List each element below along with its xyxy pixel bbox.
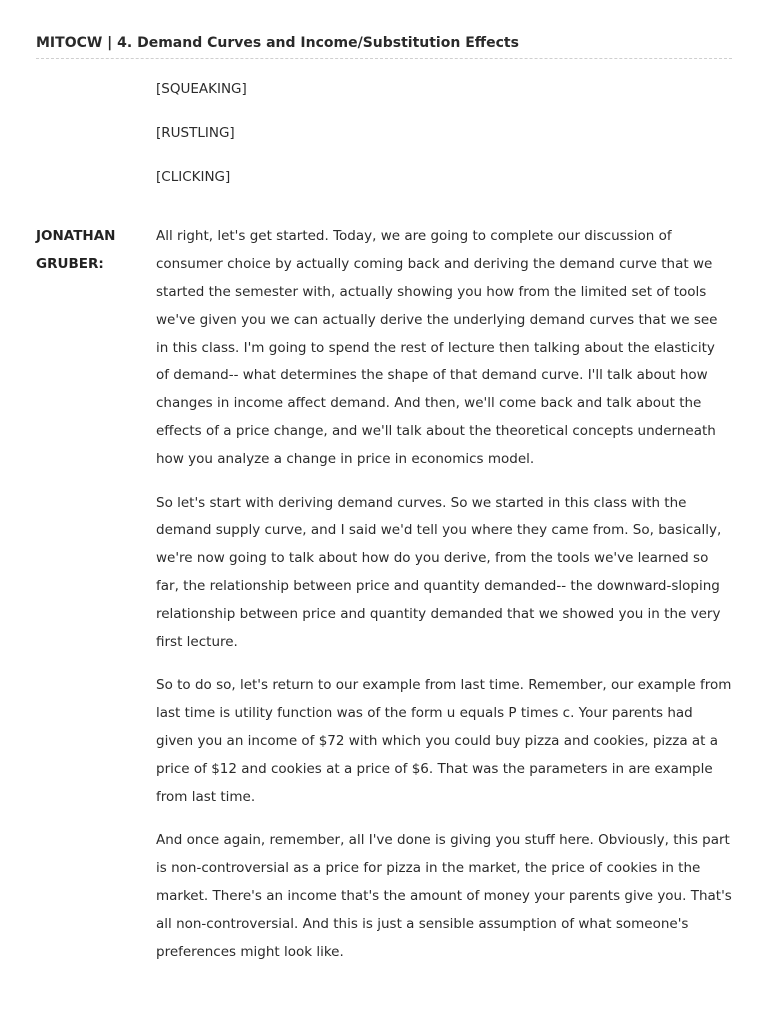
- paragraph: So to do so, let's return to our example from last time. Remember, our example from last time is utility function was of the form u equals P times c. Your parents had given you an income of $72 with which you could buy pizza and cookies, pizza at a price of $12 and cookies at a price of $6. That was the parameters in are example from last time.: [156, 677, 732, 805]
- sound-cue-rustling: [RUSTLING]: [156, 124, 235, 141]
- sound-cue-clicking: [CLICKING]: [156, 168, 231, 185]
- speaker-label-empty: [36, 76, 156, 207]
- paragraph: All right, let's get started. Today, we are going to complete our discussion of consumer choice by actually coming back and deriving the demand curve that we started the semester with, actually showing you how from the limited set of tools we've given you we can actually derive the underlying demand curves that we see in this class. I'm going to spend the rest of lecture then talking about the elasticity of demand-- what determines the shape of that demand curve. I'll talk about how changes in income affect demand. And then, we'll come back and talk about the effects of a price change, and we'll talk about the theoretical concepts underneath how you analyze a change in price in economics model.: [156, 228, 718, 467]
- sound-cue-squeaking: [SQUEAKING]: [156, 81, 247, 97]
- document-title: MITOCW | 4. Demand Curves and Income/Substitution Effects: [36, 35, 519, 51]
- transcript-page: [36, 0, 732, 982]
- transcript-body: [36, 76, 732, 982]
- sound-cue-list: [156, 76, 732, 207]
- speech-block: [36, 223, 732, 982]
- paragraph: So let's start with deriving demand curves. So we started in this class with the demand supply curve, and I said we'd tell you where they came from. So, basically, we're now going to talk about how do you derive, from the tools we've learned so far, the relationship between price and quantity demanded-- the downward-sloping relationship between price and quantity demanded that we showed you in the very first lecture.: [156, 494, 722, 650]
- speaker-label: [36, 223, 156, 982]
- sound-cue-block: [36, 76, 732, 207]
- speaker-last-name: GRUBER:: [36, 256, 104, 273]
- paragraph: And once again, remember, all I've done is giving you stuff here. Obviously, this part is non-controversial as a price for pizza in the market, the price of cookies in the market. There's an income that's the amount of money your parents give you. That's all non-controversial. And this is just a sensible assumption of what someone's preferences might look like.: [156, 832, 732, 960]
- page-header: [36, 0, 732, 59]
- speech-content: [156, 223, 732, 982]
- speaker-first-name: JONATHAN: [36, 228, 116, 245]
